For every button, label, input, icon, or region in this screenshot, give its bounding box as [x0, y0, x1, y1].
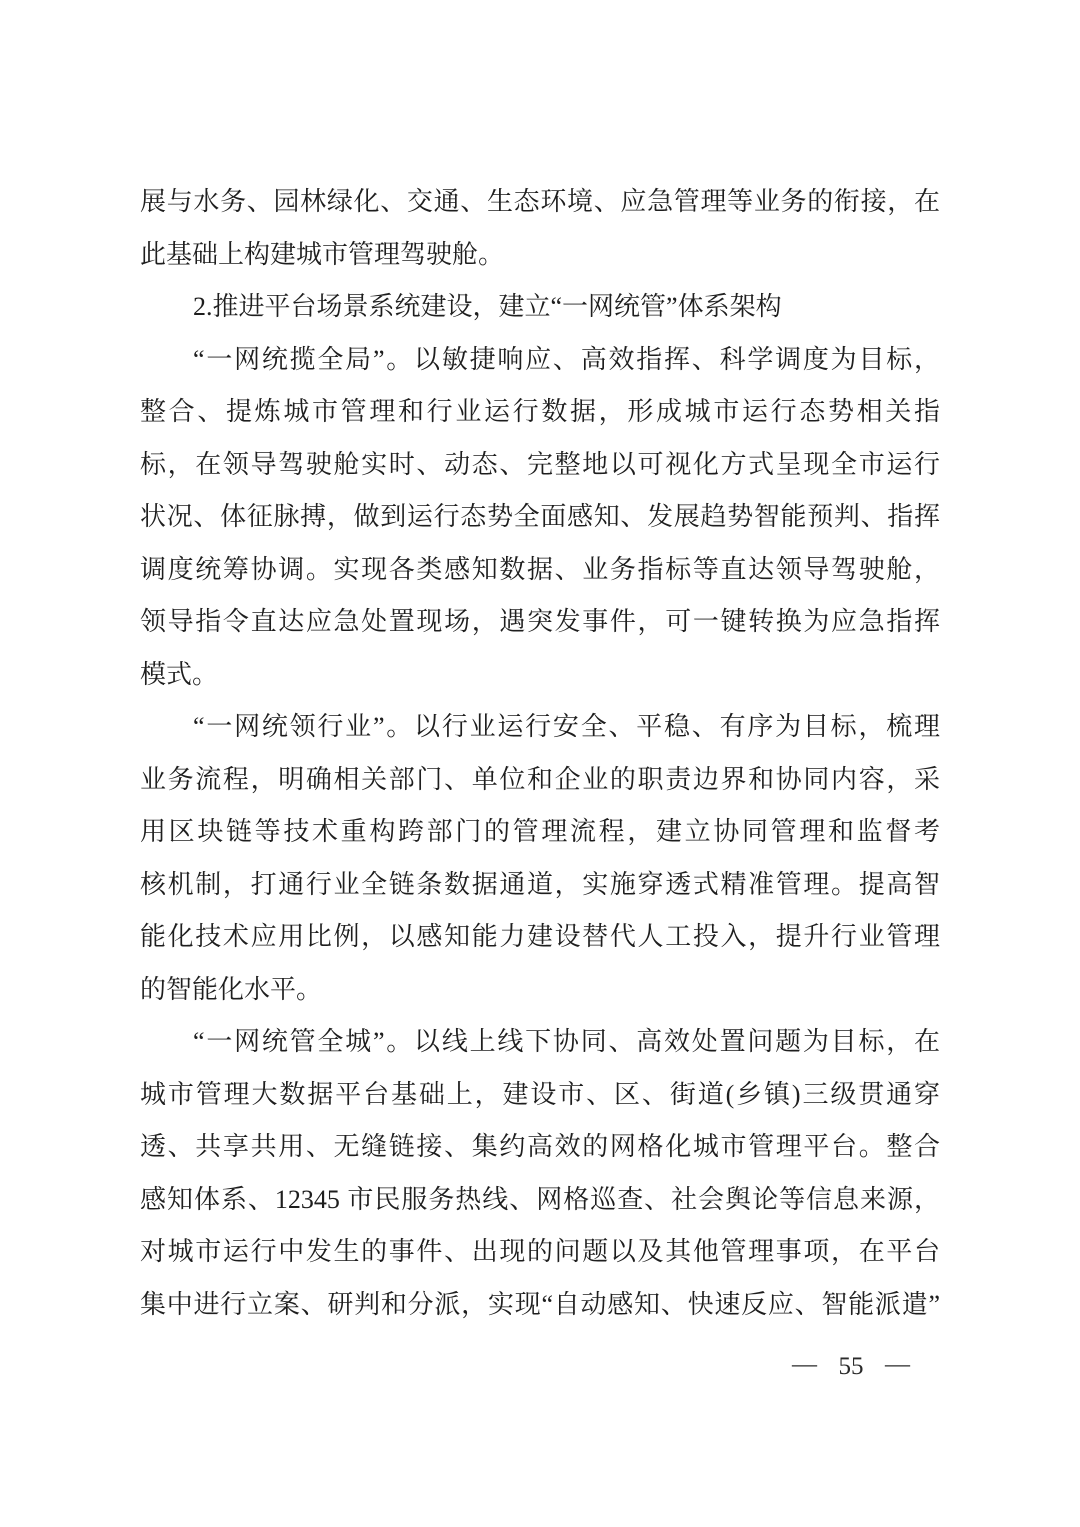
text-line-9: 领导指令直达应急处置现场，遇突发事件，可一键转换为应急指挥 [140, 607, 940, 636]
document-text-block [140, 176, 940, 1331]
text-line-5: 整合、提炼城市管理和行业运行数据，形成城市运行态势相关指 [140, 397, 940, 426]
text-line-16: 的智能化水平。 [140, 974, 323, 1004]
text-line-2: 此基础上构建城市管理驾驶舱。 [140, 239, 505, 269]
text-line-8: 调度统筹协调。实现各类感知数据、业务指标等直达领导驾驶舱， [140, 554, 940, 584]
text-line-6: 标，在领导驾驶舱实时、动态、完整地以可视化方式呈现全市运行 [140, 449, 940, 479]
text-line-19: 透、共享共用、无缝链接、集约高效的网格化城市管理平台。整合 [140, 1132, 940, 1161]
text-line-11: “一网统领行业”。以行业运行安全、平稳、有序为目标，梳理 [193, 712, 940, 741]
text-line-1: 展与水务、园林绿化、交通、生态环境、应急管理等业务的衔接，在 [140, 187, 940, 216]
text-line-18: 城市管理大数据平台基础上，建设市、区、街道(乡镇)三级贯通穿 [140, 1079, 940, 1109]
text-line-17: “一网统管全城”。以线上线下协同、高效处置问题为目标，在 [193, 1027, 940, 1056]
footer-dash-left: — [792, 1351, 817, 1378]
text-line-20: 感知体系、12345 市民服务热线、网格巡查、社会舆论等信息来源， [140, 1184, 940, 1214]
text-line-12: 业务流程，明确相关部门、单位和企业的职责边界和协同内容，采 [140, 764, 940, 794]
text-line-7: 状况、体征脉搏，做到运行态势全面感知、发展趋势智能预判、指挥 [140, 502, 940, 531]
text-line-4: “一网统揽全局”。以敏捷响应、高效指挥、科学调度为目标， [193, 344, 940, 374]
text-line-10: 模式。 [140, 659, 219, 689]
text-line-22: 集中进行立案、研判和分派，实现“自动感知、快速反应、智能派遣” [140, 1289, 940, 1319]
text-line-3: 2.推进平台场景系统建设，建立“一网统管”体系架构 [193, 292, 782, 321]
text-line-21: 对城市运行中发生的事件、出现的问题以及其他管理事项，在平台 [140, 1237, 940, 1266]
text-line-14: 核机制，打通行业全链条数据通道，实施穿透式精准管理。提高智 [140, 869, 940, 899]
text-line-15: 能化技术应用比例，以感知能力建设替代人工投入，提升行业管理 [140, 922, 940, 951]
page-number: 55 [838, 1353, 864, 1380]
page-footer [792, 1350, 910, 1384]
footer-dash-right: — [885, 1351, 910, 1378]
text-line-13: 用区块链等技术重构跨部门的管理流程，建立协同管理和监督考 [140, 817, 940, 846]
